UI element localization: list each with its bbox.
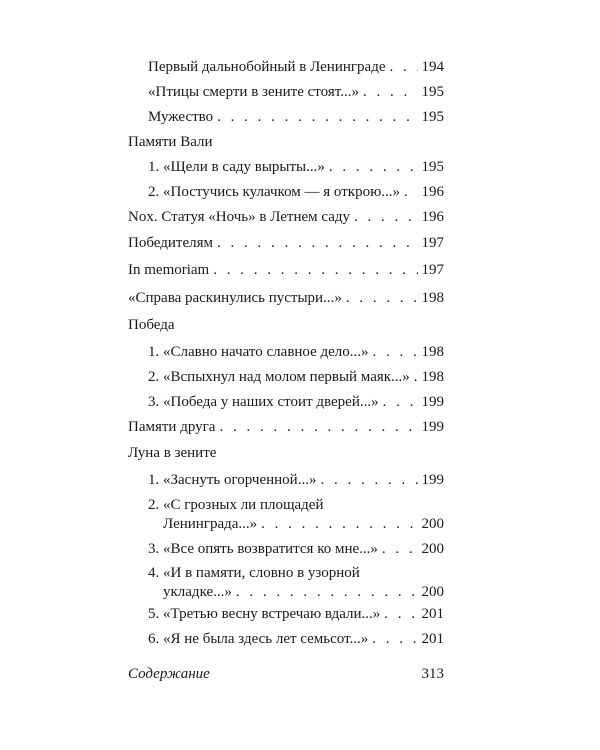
toc-entry <box>148 367 444 387</box>
toc-entry-page: 195 <box>421 84 444 100</box>
leader-dots <box>373 342 418 362</box>
leader-dots <box>354 207 417 227</box>
toc-entry-page: 198 <box>421 369 444 385</box>
leader-dots <box>383 392 418 412</box>
leader-dots <box>346 288 418 308</box>
page-number: 313 <box>421 666 444 682</box>
toc-entry <box>128 207 444 227</box>
toc-entry-title: In memoriam <box>128 262 210 278</box>
toc-entry-title: Nox. Статуя «Ночь» в Летнем саду <box>128 209 351 225</box>
toc-entry <box>148 57 444 77</box>
toc-entry <box>148 539 444 559</box>
toc-entry <box>148 392 444 412</box>
toc-entry-title: 2. «Постучись кулачком — я открою...» <box>148 184 401 200</box>
toc-entry-page: 200 <box>421 541 444 557</box>
toc-entry <box>148 82 444 102</box>
toc-entry-page: 199 <box>421 472 444 488</box>
leader-dots <box>320 470 417 490</box>
leader-dots <box>414 367 418 387</box>
toc-entry-page: 195 <box>421 109 444 125</box>
toc-entry <box>163 582 444 602</box>
toc-entry-page: 198 <box>421 344 444 360</box>
toc-entry-title: 3. «Все опять возвратится ко мне...» <box>148 541 378 557</box>
toc-entry-title: 3. «Победа у наших стоит дверей...» <box>148 394 379 410</box>
toc-entry <box>128 288 444 308</box>
leader-dots <box>219 417 417 437</box>
toc-entry <box>148 157 444 177</box>
toc-entry-title-line1: 2. «С грозных ли площадей <box>148 497 324 513</box>
leader-dots <box>217 107 417 127</box>
section-heading: Памяти Вали <box>128 134 213 150</box>
toc-entry <box>163 514 444 534</box>
toc-entry-title: Мужество <box>148 109 214 125</box>
leader-dots <box>329 157 418 177</box>
toc-entry <box>148 604 444 624</box>
toc-entry-title: 5. «Третью весну встречаю вдали...» <box>148 606 381 622</box>
toc-entry-page: 196 <box>421 209 444 225</box>
toc-entry <box>128 260 444 280</box>
toc-entry-page: 195 <box>421 159 444 175</box>
toc-entry-title-line1: 4. «И в памяти, словно в узорной <box>148 565 360 581</box>
leader-dots <box>382 539 418 559</box>
section-heading: Победа <box>128 317 175 333</box>
toc-entry-title: «Справа раскинулись пустыри...» <box>128 290 342 306</box>
leader-dots <box>217 233 418 253</box>
toc-entry-page: 199 <box>421 394 444 410</box>
toc-entry-page: 201 <box>421 631 444 647</box>
toc-entry-title-line2: укладке...» <box>163 584 232 600</box>
toc-entry-page: 196 <box>421 184 444 200</box>
leader-dots <box>404 182 417 202</box>
running-footer-title: Содержание <box>128 666 210 682</box>
leader-dots <box>236 582 418 602</box>
toc-entry-page: 199 <box>421 419 444 435</box>
toc-entry-page: 201 <box>421 606 444 622</box>
toc-entry <box>148 342 444 362</box>
toc-entry-page: 197 <box>421 262 444 278</box>
section-heading: Луна в зените <box>128 445 217 461</box>
toc-entry <box>128 417 444 437</box>
toc-entry <box>148 470 444 490</box>
leader-dots <box>363 82 418 102</box>
leader-dots <box>372 629 417 649</box>
toc-entry-title: «Птицы смерти в зените стоят...» <box>148 84 359 100</box>
toc-entry-title: 1. «Заснуть огорченной...» <box>148 472 317 488</box>
toc-entry-page: 194 <box>421 59 444 75</box>
toc-entry-title: 1. «Щели в саду вырыты...» <box>148 159 325 175</box>
toc-entry-title: Победителям <box>128 235 213 251</box>
leader-dots <box>213 260 417 280</box>
toc-entry-page: 200 <box>421 584 444 600</box>
toc-entry <box>148 629 444 649</box>
toc-entry-page: 200 <box>421 516 444 532</box>
toc-entry-title-line2: Ленинграда...» <box>163 516 258 532</box>
leader-dots <box>384 604 417 624</box>
toc-entry-title: Памяти друга <box>128 419 216 435</box>
leader-dots <box>261 514 417 534</box>
toc-entry <box>128 233 444 253</box>
toc-entry-title: 6. «Я не была здесь лет семьсот...» <box>148 631 369 647</box>
toc-entry-title: 2. «Вспыхнул над молом первый маяк...» <box>148 369 410 385</box>
toc-entry <box>148 182 444 202</box>
toc-entry-title: Первый дальнобойный в Ленинграде <box>148 59 386 75</box>
toc-entry-page: 198 <box>421 290 444 306</box>
toc-entry-page: 197 <box>421 235 444 251</box>
toc-entry-title: 1. «Славно начато славное дело...» <box>148 344 369 360</box>
toc-entry <box>148 107 444 127</box>
leader-dots <box>390 57 418 77</box>
